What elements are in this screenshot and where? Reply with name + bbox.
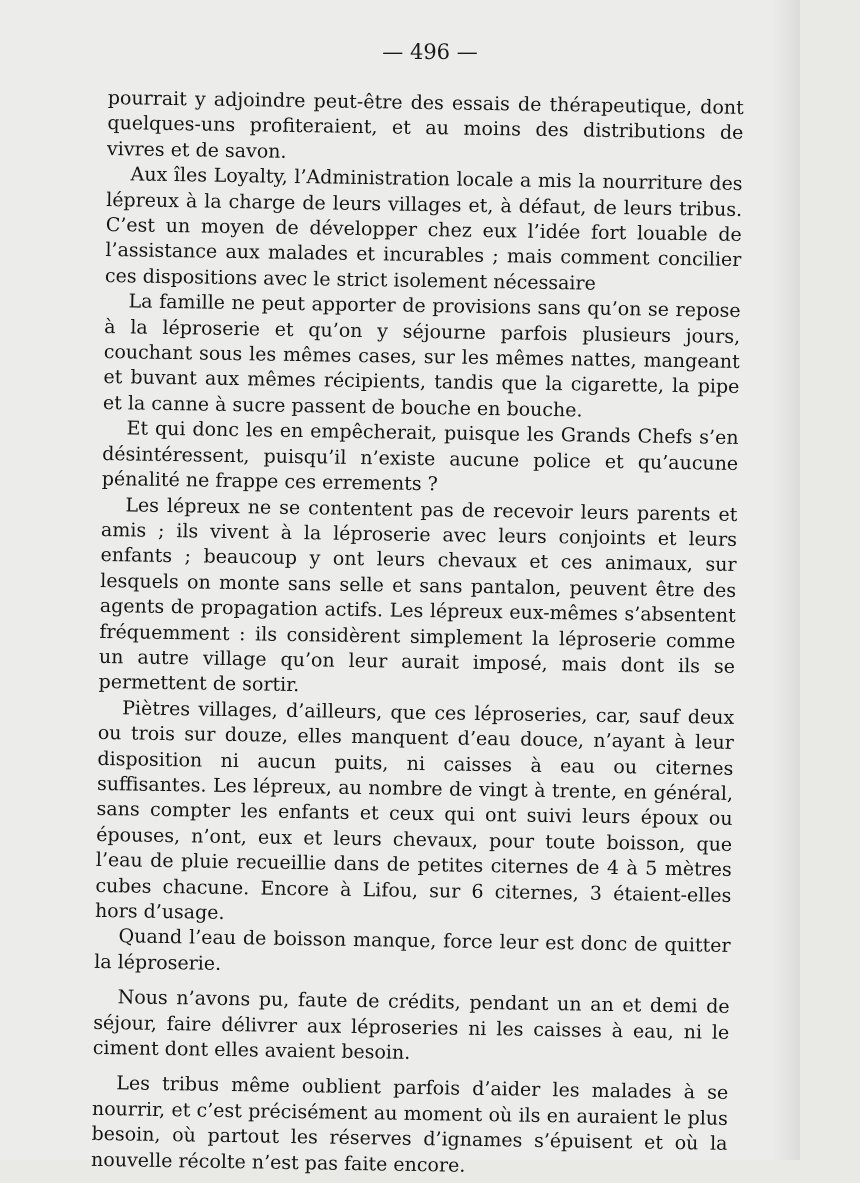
paragraph-4: Et qui donc les en empêcherait, puisque les Grands Chefs s’en désintéressent, puisqu’il n’existe aucune police et qu’aucune pénalité ne frappe ces errements ? <box>101 417 739 496</box>
paragraph-1: pourrait y adjoindre peut-être des essais de thérapeutique, dont quelques-uns profiteraient, et au moins des distributions de vivres et de savon. <box>106 86 744 163</box>
paragraph-5: Les lépreux ne se contentent pas de recevoir leurs parents et amis ; ils vivent à la léproserie avec leurs conjoints et leurs enfants ; beaucoup y ont leurs chevaux et ces animaux, sur lesquels on monte sans selle et sans pantalon, peuvent être des agents de propagation actifs. Les lépreux eux-mêmes s’absentent fréquemment : ils considèrent simplement la léproserie comme un autre village qu’on leur aurait imposé, mais dont ils se permettent de sortir. <box>98 493 738 697</box>
paragraph-9: Les tribus même oublient parfois d’aider les malades à se nourrir, et c’est précisément au moment où ils en auraient le plus besoin, où partout les réserves d’ignames s’épuisent et où la nouvelle récolte n’est pas faite encore. <box>90 1072 729 1177</box>
paragraph-8: Nous n’avons pu, faute de crédits, pendant un an et demi de séjour, faire délivrer aux léproseries ni les caisses à eau, ni le ciment dont elles avaient besoin. <box>92 986 730 1064</box>
paragraph-3: La famille ne peut apporter de provisions sans qu’on se repose à la léproserie et qu’on y séjourne parfois plusieurs jours, couchant sous les mêmes cases, sur les mêmes nattes, mangeant et buvant aux mêmes récipients, tandis que la cigarette, la pipe et la canne à sucre passent de bouche en bouche. <box>102 290 741 422</box>
body-text <box>91 86 744 1183</box>
paragraph-2: Aux îles Loyalty, l’Administration locale a mis la nourriture des lépreux à la charge de leurs villages et, à défaut, de leurs tribus. C’est un moyen de développer chez eux l’idée fort louable de l’assistance aux malades et incurables ; mais comment concilier ces dispositions avec le strict isolement nécessaire <box>104 163 743 295</box>
paragraph-7: Quand l’eau de boisson manque, force leur est donc de quitter la léproserie. <box>94 925 731 975</box>
paragraph-6: Piètres villages, d’ailleurs, que ces léproseries, car, sauf deux ou trois sur douze, elles manquent d’eau douce, n’ayant à leur disposition ni aucun puits, ni caisses à eau ou citernes suffisantes. Les lépreux, au nombre de vingt à trente, en général, sans compter les enfants et ceux qui ont suivi leurs époux ou épouses, n’ont, eux et leurs chevaux, pour toute boisson, que l’eau de pluie recueillie dans de petites citernes de 4 à 5 mètres cubes chacune. Encore à Lifou, sur 6 citernes, 3 étaient-elles hors d’usage. <box>94 697 735 924</box>
page-number: — 496 — <box>382 40 478 64</box>
